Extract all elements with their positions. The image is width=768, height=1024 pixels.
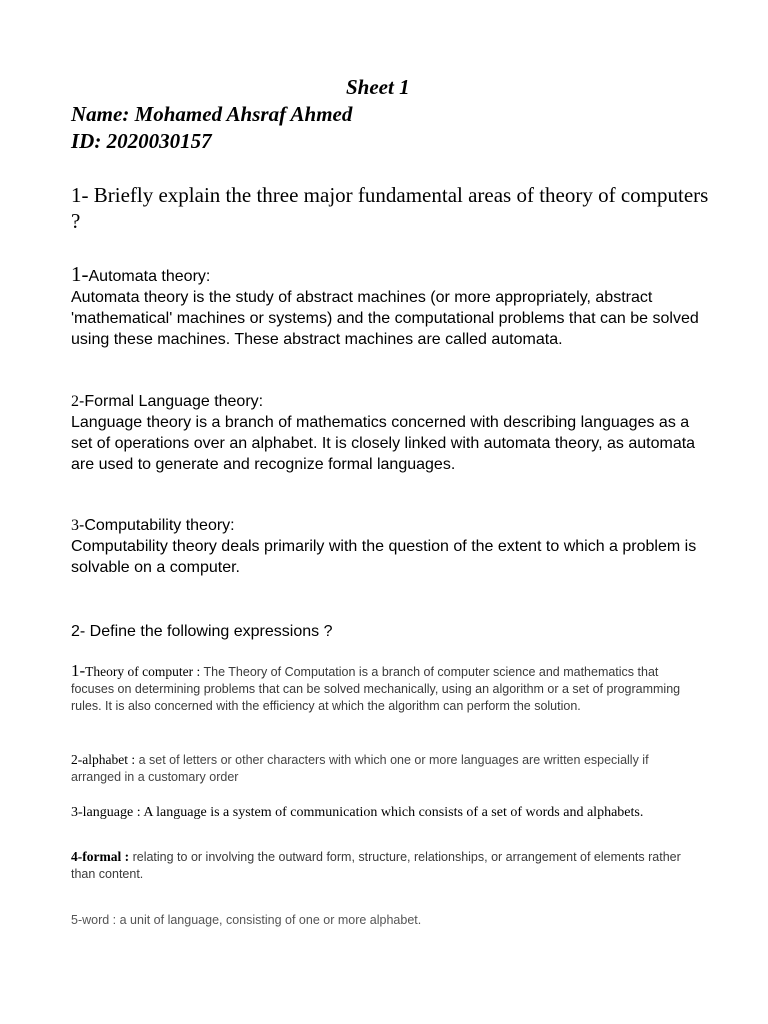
- section-title: -Formal Language theory:: [79, 393, 264, 410]
- definition-term-text: Theory of computer :: [85, 664, 201, 679]
- section-heading: [71, 516, 701, 536]
- definition-body: The Theory of Computation is a branch of computer science and mathematics that focuses on determining problems that can be solved mechanically, using an algorithm or a set of programming rules. It is also concerned with the efficiency at which the algorithm can perform the solution.: [71, 665, 681, 713]
- definition-term: 4-formal :: [71, 849, 130, 864]
- definition-body: A language is a system of communication which consists of a set of words and alphabets.: [140, 805, 644, 820]
- question-1: 1- Briefly explain the three major fundamental areas of theory of computers ?: [71, 183, 709, 233]
- question-2: 2- Define the following expressions ?: [71, 623, 333, 640]
- definition-term: 5-word :: [71, 913, 117, 927]
- section-number: 3: [71, 517, 79, 534]
- definition-term: [71, 661, 201, 680]
- section-heading: [71, 264, 701, 287]
- section-title: -Computability theory:: [79, 517, 235, 534]
- definition-alphabet: [71, 751, 696, 786]
- section-number: 2: [71, 393, 79, 410]
- sheet-title: Sheet 1: [346, 75, 410, 99]
- section-body: Language theory is a branch of mathematics concerned with describing languages as a set of operations over an alphabet. It is closely linked with automata theory, as automata are used to generate and recognize formal languages.: [71, 414, 696, 473]
- definition-term: 2-alphabet :: [71, 752, 136, 767]
- definition-language: [71, 804, 696, 821]
- section-formal-language: [71, 392, 701, 475]
- section-heading: [71, 392, 701, 412]
- section-computability: [71, 516, 701, 578]
- section-title: Automata theory:: [88, 268, 211, 285]
- section-body: Automata theory is the study of abstract machines (or more appropriately, abstract 'mathematical' machines or systems) and the computational problems that can be solved using these machines. These abstract machines are called automata.: [71, 289, 699, 348]
- definition-word: [71, 912, 696, 929]
- definition-body: a set of letters or other characters with which one or more languages are written especially if arranged in a customary order: [71, 753, 649, 784]
- definition-body: relating to or involving the outward form, structure, relationships, or arrangement of elements rather than content.: [71, 850, 681, 881]
- definition-body: a unit of language, consisting of one or more alphabet.: [116, 913, 422, 927]
- section-body: Computability theory deals primarily with the question of the extent to which a problem is solvable on a computer.: [71, 538, 697, 576]
- student-name: Name: Mohamed Ahsraf Ahmed: [71, 102, 353, 126]
- section-automata: [71, 264, 701, 350]
- definition-number: 1-: [71, 661, 86, 680]
- student-id: ID: 2020030157: [71, 129, 212, 153]
- definition-term: 3-language :: [71, 805, 141, 820]
- definition-formal: [71, 848, 696, 883]
- section-number: 1-: [71, 262, 89, 286]
- document-header: [71, 74, 711, 155]
- definition-theory-of-computer: [71, 662, 696, 715]
